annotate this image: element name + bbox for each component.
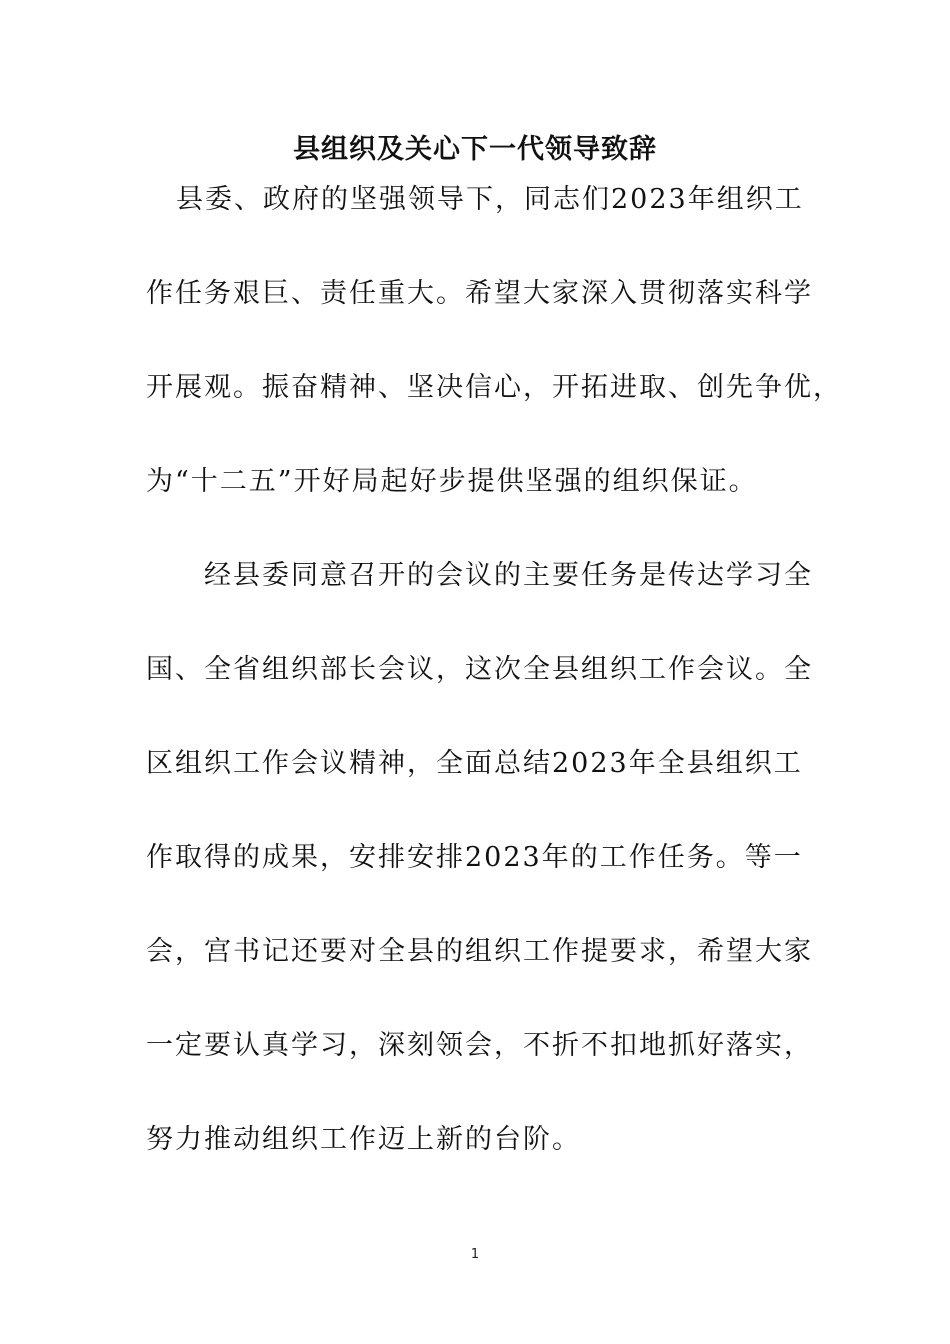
page-number: 1 (470, 1247, 480, 1262)
text-line: 作任务艰巨、责任重大。希望大家深入贯彻落实科学 (146, 278, 813, 309)
text-line: 县委、政府的坚强领导下，同志们2023年组织工 (176, 184, 804, 215)
text-line: 开展观。振奋精神、坚决信心，开拓进取、创先争优， (146, 372, 842, 403)
paragraph-1 (146, 180, 842, 502)
text-line: 努力推动组织工作迈上新的台阶。 (146, 1124, 581, 1155)
text-line: 国、全省组织部长会议，这次全县组织工作会议。全 (146, 654, 813, 685)
text-line: 作取得的成果，安排安排2023年的工作任务。等一 (146, 842, 803, 873)
text-line: 经县委同意召开的会议的主要任务是传达学习全 (204, 560, 813, 591)
text-line: 区组织工作会议精神，全面总结2023年全县组织工 (146, 748, 803, 779)
paragraph-2 (146, 556, 826, 1160)
text-line: 会，宫书记还要对全县的组织工作提要求，希望大家 (146, 936, 813, 967)
text-line: 一定要认真学习，深刻领会，不折不扣地抓好落实， (146, 1030, 813, 1061)
document-title: 县组织及关心下一代领导致辞 (293, 134, 657, 165)
text-line: 为“十二五”开好局起好步提供坚强的组织保证。 (146, 466, 758, 497)
